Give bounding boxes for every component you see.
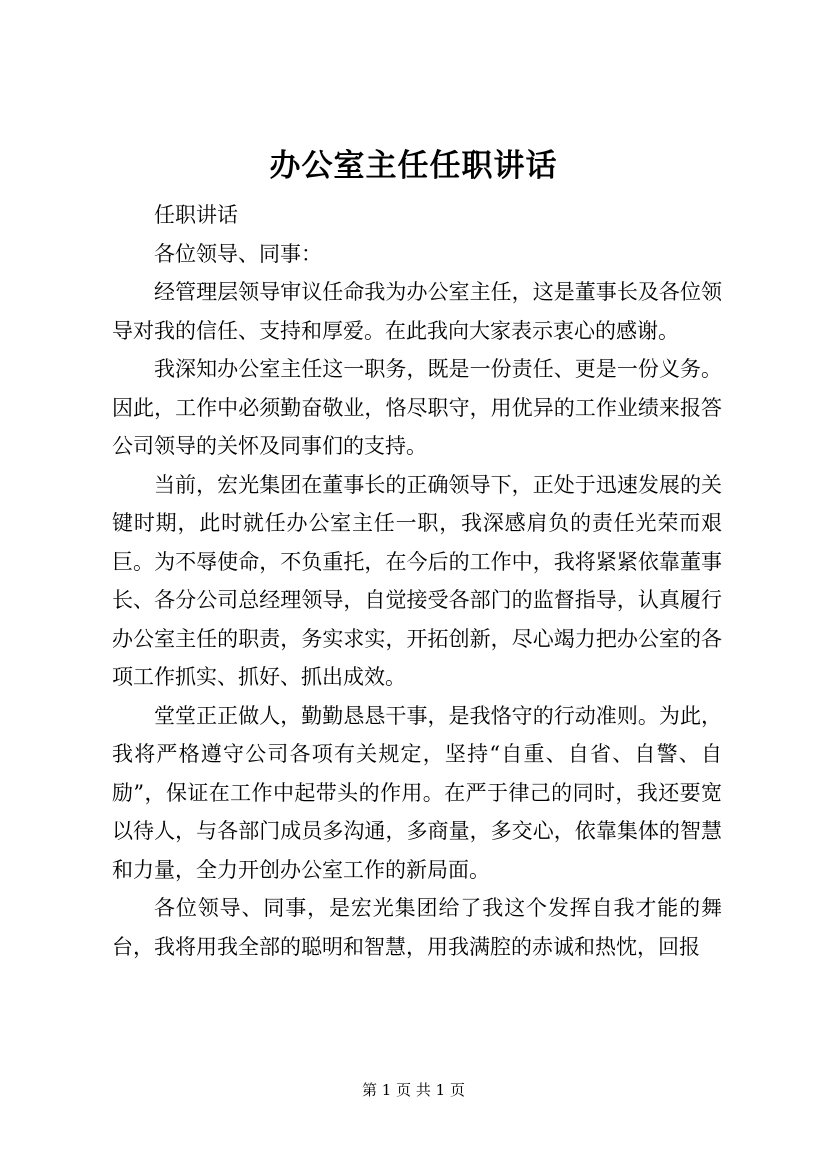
paragraph: 当前，宏光集团在董事长的正确领导下，正处于迅速发展的关键时期，此时就任办公室主任一职，我深感肩负的责任光荣而艰巨。为不辱使命，不负重托，在今后的工作中，我将紧紧依靠董事长、各分公司总经理领导，自觉接受各部门的监督指导，认真履行办公室主任的职责，务实求实，开拓创新，尽心竭力把办公室的各项工作抓实、抓好、抓出成效。 — [112, 472, 722, 689]
paragraph: 我深知办公室主任这一职务，既是一份责任、更是一份义务。因此，工作中必须勤奋敬业，恪尽职守，用优异的工作业绩来报答公司领导的关怀及同事们的支持。 — [112, 357, 722, 458]
paragraph: 经管理层领导审议任命我为办公室主任，这是董事长及各位领导对我的信任、支持和厚爱。在此我向大家表示衷心的感谢。 — [112, 280, 722, 343]
paragraph: 各位领导、同事，是宏光集团给了我这个发挥自我才能的舞台，我将用我全部的聪明和智慧，用我满腔的赤诚和热忱，回报 — [112, 896, 722, 959]
paragraph-heading: 任职讲话 — [154, 203, 238, 227]
document-body — [112, 196, 722, 966]
document-title: 办公室主任任职讲话 — [269, 148, 558, 184]
paragraph: 堂堂正正做人，勤勤恳恳干事，是我恪守的行动准则。为此，我将严格遵守公司各项有关规定，坚持“自重、自省、自警、自励”，保证在工作中起带头的作用。在严于律己的同时，我还要宽以待人，与各部门成员多沟通，多商量，多交心，依靠集体的智慧和力量，全力开创办公室工作的新局面。 — [112, 703, 722, 882]
page-number-footer: 第 1 页 共 1 页 — [362, 1081, 465, 1099]
paragraph-salutation: 各位领导、同事： — [154, 241, 322, 266]
